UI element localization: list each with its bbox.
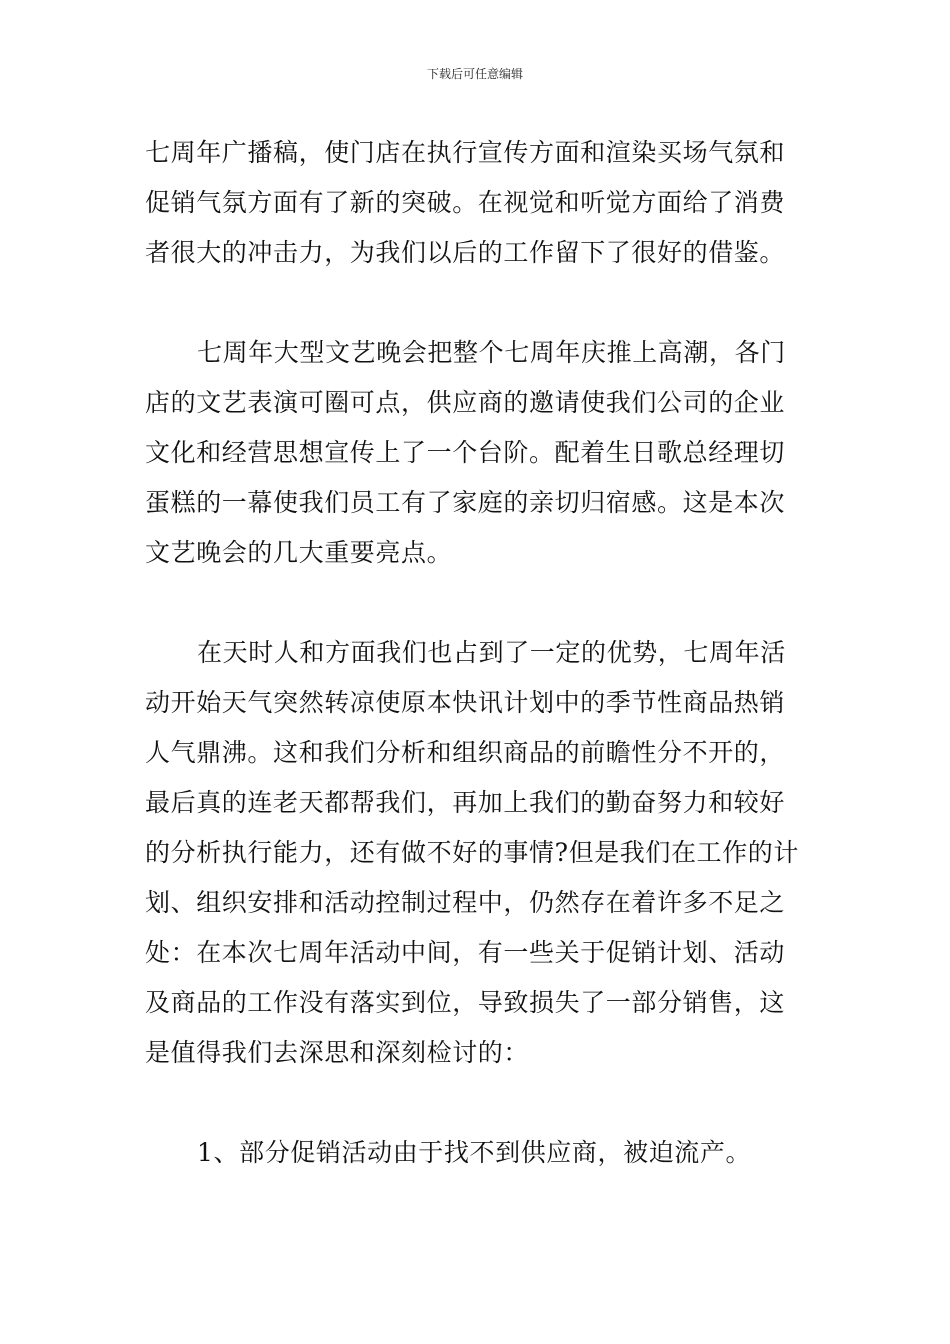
paragraph-2: 七周年大型文艺晚会把整个七周年庆推上高潮，各门 店的文艺表演可圈可点，供应商的邀请使我们公司的企业 文化和经营思想宣传上了一个台阶。配着生日歌总经理切 蛋糕的一幕使我们员工有了家庭的亲切归宿感。这是本次 文艺晚会的几大重要亮点。 [145,338,786,567]
paragraph-4: 1、部分促销活动由于找不到供应商，被迫流产。 [197,1138,752,1167]
paragraph-spacer [145,1078,810,1128]
paragraph-1: 七周年广播稿，使门店在执行宣传方面和渲染买场气氛和 促销气氛方面有了新的突破。在视觉和听觉方面给了消费 者很大的冲击力，为我们以后的工作留下了很好的借鉴。 [145,138,786,267]
document-body [145,128,810,1178]
paragraph-3: 在天时人和方面我们也占到了一定的优势，七周年活 动开始天气突然转凉使原本快讯计划中的季节性商品热销 人气鼎沸。这和我们分析和组织商品的前瞻性分不开的， 最后真的连老天都帮我们，再加上我们的勤奋努力和较好 的分析执行能力，还有做不好的事情?但是我们在工作的计 划、组织安排和活动控制过程中，仍然存在着许多不足之 处：在本次七周年活动中间，有一些关于促销计划、活动 及商品的工作没有落实到位，导致损失了一部分销售，这 是值得我们去深思和深刻检讨的： [145,638,800,1067]
paragraph-spacer [145,578,810,628]
page-header: 下载后可任意编辑 [426,67,523,81]
paragraph-spacer [145,278,810,328]
